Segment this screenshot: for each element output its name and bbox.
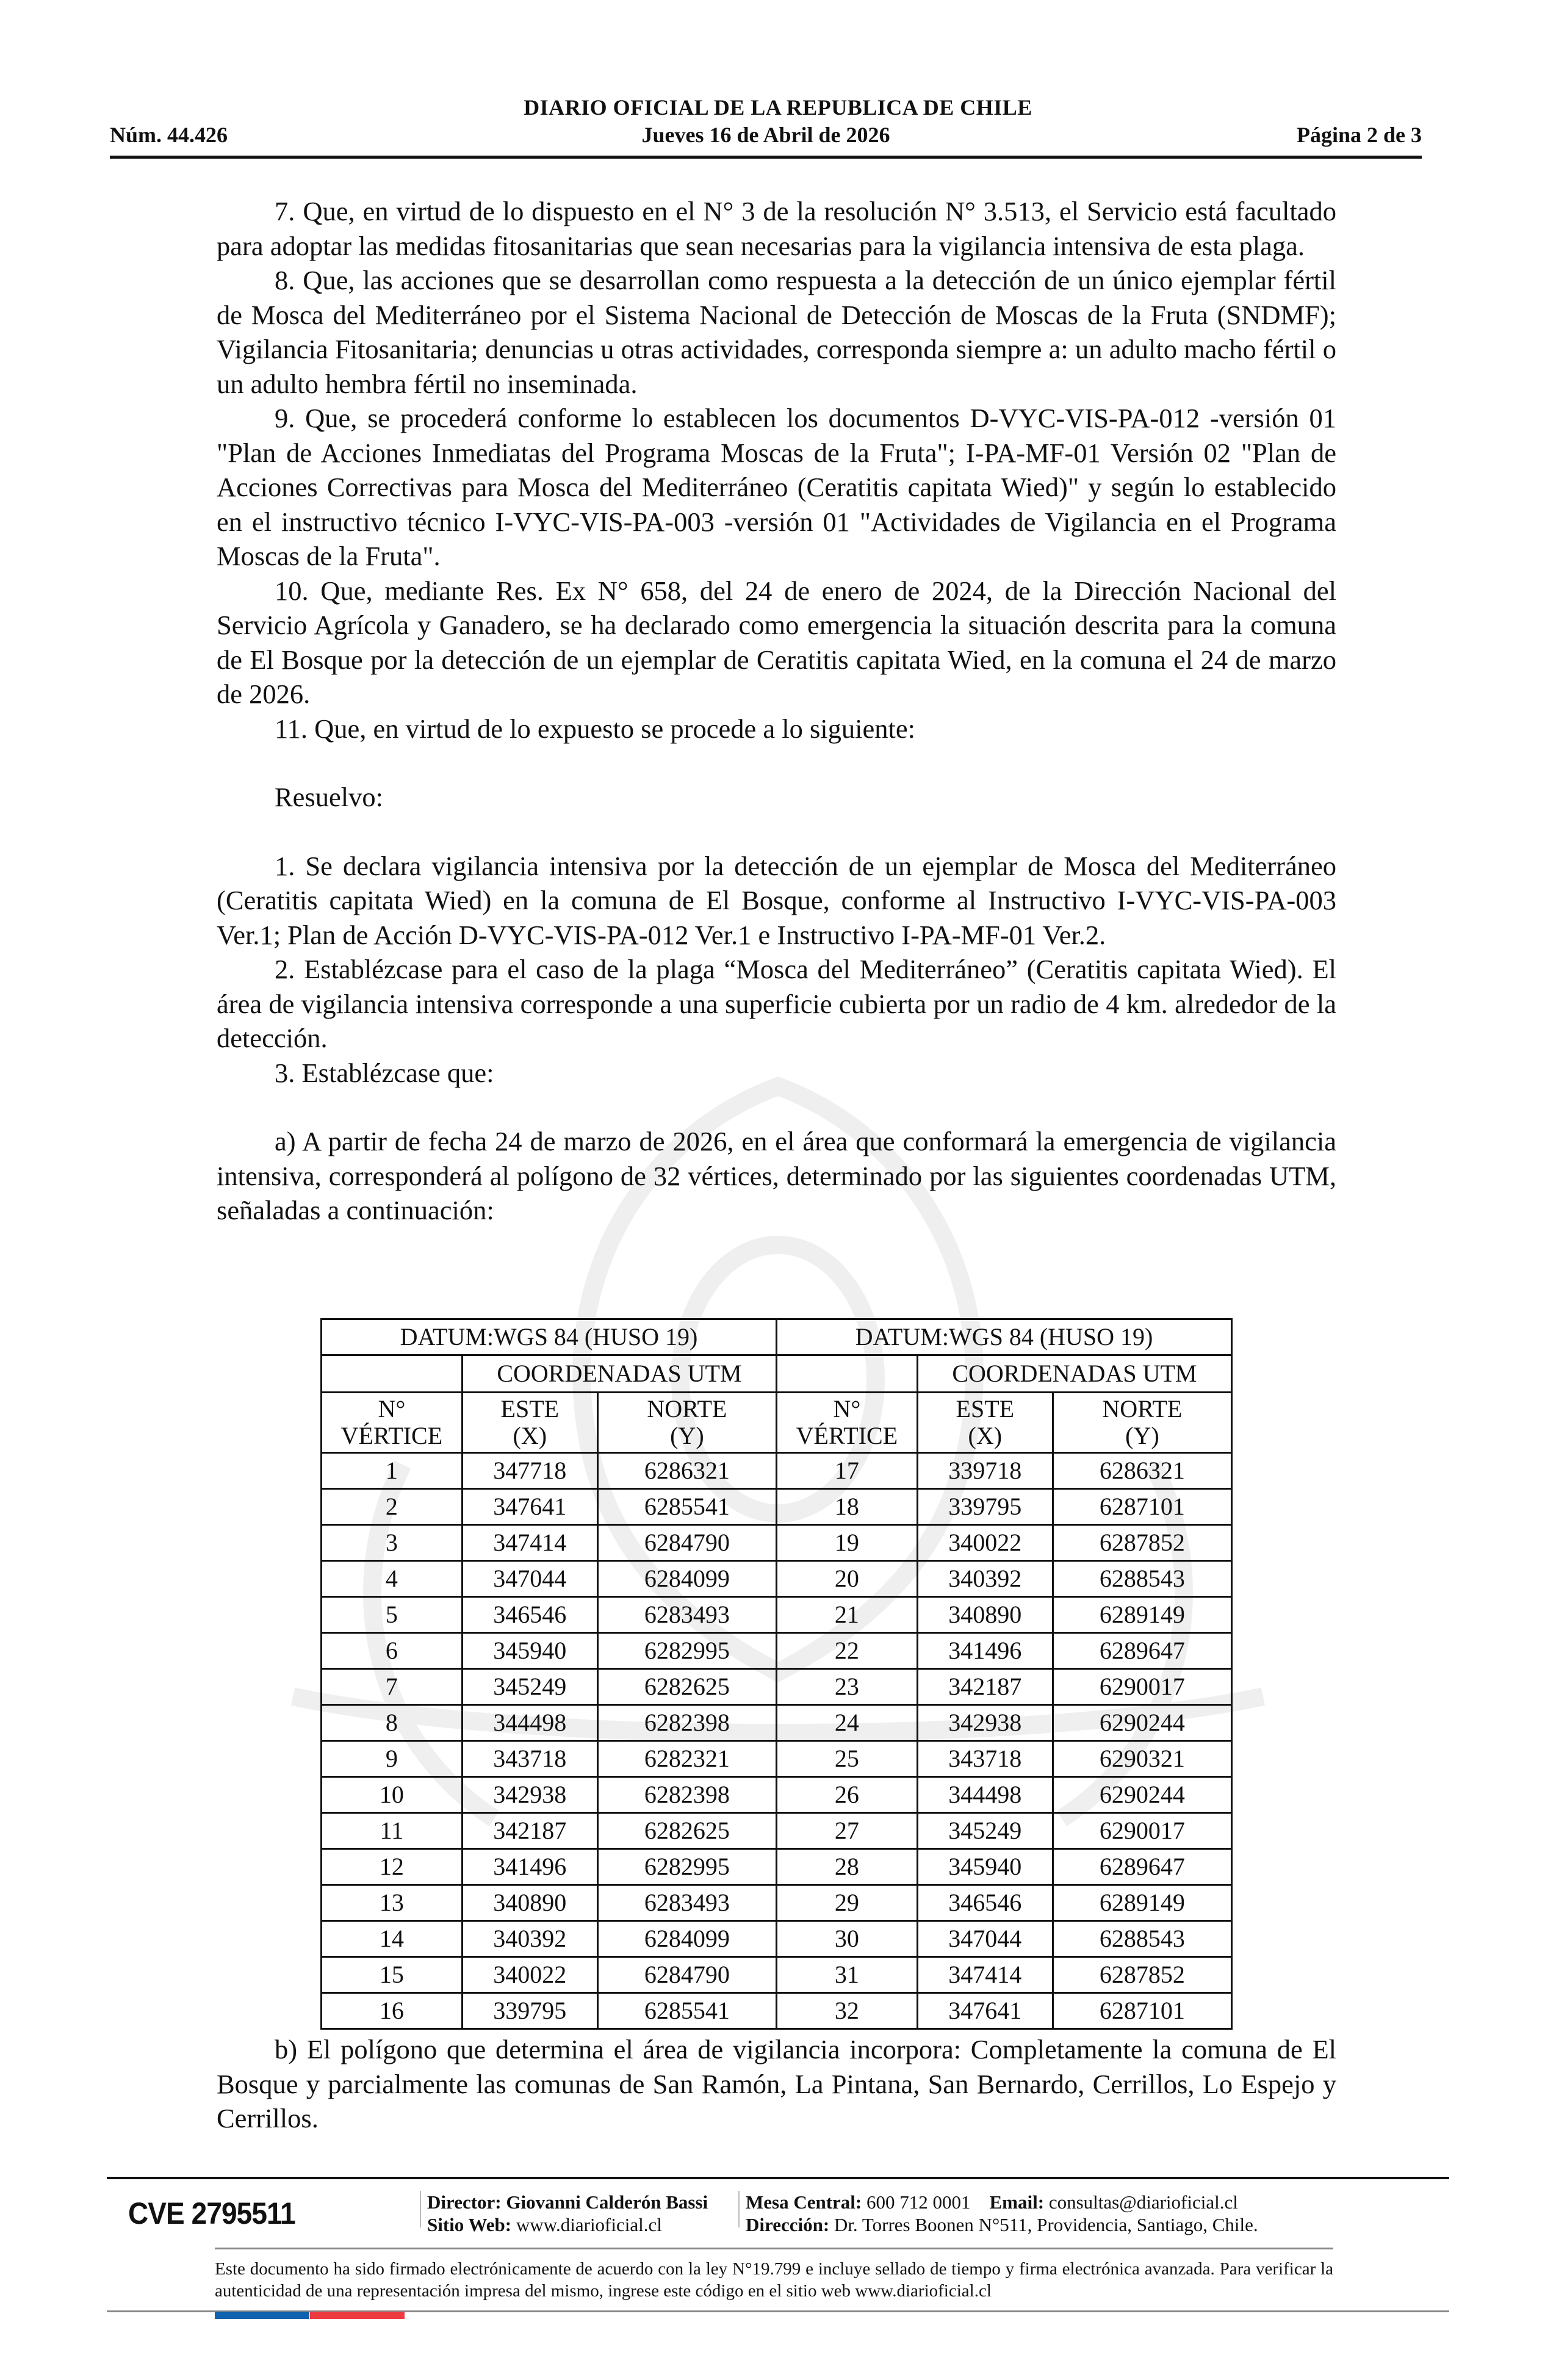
considerando-8: 8. Que, las acciones que se desarrollan como respuesta a la detección de un único ejemplar fértil de Mosca del Mediterráneo por el Sistema Nacional de Detección de Moscas de la Fruta (SNDMF); Vigilancia Fitosanitaria; denuncias u otras actividades, corresponda siempre a: un adulto macho fértil o un adulto hembra fértil no inseminada.	[217, 265, 1336, 399]
table-cell-v2: 17	[776, 1453, 917, 1489]
table-cell-e1: 340392	[462, 1921, 597, 1957]
considerando-9: 9. Que, se procederá conforme lo establecen los documentos D-VYC-VIS-PA-012 -versión 01 "Plan de Acciones Inmediatas del Programa Moscas de la Fruta"; I-PA-MF-01 Versión 02 "Plan de Acciones Correctivas para Mosca del Mediterráneo (Ceratitis capitata Wied)" y según lo establecido en el instructivo técnico I-VYC-VIS-PA-003 -versión 01 "Actividades de Vigilancia en el Programa Moscas de la Fruta".	[217, 403, 1336, 571]
spacer	[217, 815, 1336, 849]
table-row	[322, 1525, 1232, 1561]
footer-separator	[738, 2191, 740, 2227]
datum-left: DATUM:WGS 84 (HUSO 19)	[322, 1319, 777, 1355]
table-cell-n1: 6284099	[597, 1921, 776, 1957]
issue-number: Núm. 44.426	[110, 123, 228, 147]
item-a: a) A partir de fecha 24 de marzo de 2026, en el área que conformará la emergencia de vigilancia intensiva, corresponderá al polígono de 32 vértices, determinado por las siguientes coordenadas UTM, señaladas a continuación:	[217, 1126, 1336, 1225]
table-cell-n1: 6282625	[597, 1813, 776, 1849]
table-datum-row	[322, 1319, 1232, 1355]
col-header-vertex: N° VÉRTICE	[322, 1393, 463, 1453]
issue-date: Jueves 16 de Abril de 2026	[641, 123, 890, 147]
table-cell-v1: 12	[322, 1849, 463, 1885]
table-coords-row	[322, 1355, 1232, 1393]
flag-stripe-blue-icon	[215, 2312, 309, 2319]
table-cell-e1: 347641	[462, 1489, 597, 1525]
table-cell-v2: 25	[776, 1741, 917, 1777]
datum-right: DATUM:WGS 84 (HUSO 19)	[776, 1319, 1231, 1355]
spacer	[217, 746, 1336, 780]
col-header-norte: NORTE (Y)	[597, 1393, 776, 1453]
table-row	[322, 1993, 1232, 2029]
table-column-headers	[322, 1393, 1232, 1453]
table-row	[322, 1489, 1232, 1525]
table-cell-e2: 343718	[917, 1741, 1053, 1777]
table-body	[322, 1453, 1232, 2029]
footer-contact-block	[746, 2191, 1258, 2236]
resolutivo-2: 2. Establézcase para el caso de la plaga “Mosca del Mediterráneo” (Ceratitis capitata Wied). El área de vigilancia intensiva corresponde a una superficie cubierta por un radio de 4 km. alrededor de la detección.	[217, 954, 1336, 1053]
phone-value: 600 712 0001	[866, 2191, 971, 2213]
table-cell-n2: 6289647	[1053, 1633, 1231, 1669]
table-cell-e1: 342187	[462, 1813, 597, 1849]
table-row	[322, 1453, 1232, 1489]
table-cell-e2: 347641	[917, 1993, 1053, 2029]
table-cell-n1: 6284099	[597, 1561, 776, 1597]
considerando-10: 10. Que, mediante Res. Ex N° 658, del 24 de enero de 2024, de la Dirección Nacional del Servicio Agrícola y Ganadero, se ha declarado como emergencia la situación descrita para la comuna de El Bosque por la detección de un ejemplar de Ceratitis capitata Wied, en la comuna el 24 de marzo de 2026.	[217, 575, 1336, 709]
considerando-7: 7. Que, en virtud de lo dispuesto en el N° 3 de la resolución N° 3.513, el Servicio está facultado para adoptar las medidas fitosanitarias que sean necesarias para la vigilancia intensiva de esta plaga.	[217, 196, 1336, 261]
table-cell-v1: 5	[322, 1597, 463, 1633]
coords-label-right: COORDENADAS UTM	[917, 1355, 1231, 1393]
table-cell-n2: 6287852	[1053, 1957, 1231, 1993]
cve-code: CVE 2795511	[128, 2196, 295, 2230]
table-cell-v2: 28	[776, 1849, 917, 1885]
table-cell-e1: 347414	[462, 1525, 597, 1561]
email-link[interactable]: consultas@diarioficial.cl	[1048, 2191, 1238, 2213]
col-header-este: ESTE (X)	[917, 1393, 1053, 1453]
table-row	[322, 1705, 1232, 1741]
col-header-vertex: N° VÉRTICE	[776, 1393, 917, 1453]
table-cell-v2: 29	[776, 1885, 917, 1921]
table-cell-v1: 10	[322, 1777, 463, 1813]
email-label: Email:	[989, 2191, 1045, 2213]
table-cell-v1: 4	[322, 1561, 463, 1597]
table-cell-v1: 14	[322, 1921, 463, 1957]
table-cell-n1: 6284790	[597, 1957, 776, 1993]
address-value: Dr. Torres Boonen N°511, Providencia, Santiago, Chile.	[834, 2214, 1258, 2235]
table-cell-v2: 27	[776, 1813, 917, 1849]
table-cell-e1: 343718	[462, 1741, 597, 1777]
table-cell-e1: 340890	[462, 1885, 597, 1921]
table-cell-n2: 6287852	[1053, 1525, 1231, 1561]
footer-info	[128, 2191, 1349, 2240]
table-cell-n2: 6290244	[1053, 1705, 1231, 1741]
table-row	[322, 1885, 1232, 1921]
footer-director-block	[427, 2191, 708, 2236]
table-cell-v1: 15	[322, 1957, 463, 1993]
table-cell-e1: 347718	[462, 1453, 597, 1489]
table-row	[322, 1597, 1232, 1633]
table-cell-n2: 6289149	[1053, 1885, 1231, 1921]
table-cell-e2: 342938	[917, 1705, 1053, 1741]
table-row	[322, 1741, 1232, 1777]
table-cell-e2: 345249	[917, 1813, 1053, 1849]
phone-label: Mesa Central:	[746, 2191, 862, 2213]
table-cell-n2: 6290244	[1053, 1777, 1231, 1813]
table-cell-e2: 339795	[917, 1489, 1053, 1525]
publication-title: DIARIO OFICIAL DE LA REPUBLICA DE CHILE	[524, 95, 1032, 120]
table-cell-n2: 6287101	[1053, 1489, 1231, 1525]
table-cell-e1: 345940	[462, 1633, 597, 1669]
director-name: Giovanni Calderón Bassi	[506, 2191, 708, 2213]
table-cell-v1: 9	[322, 1741, 463, 1777]
table-cell-n1: 6282995	[597, 1849, 776, 1885]
table-cell-n2: 6288543	[1053, 1921, 1231, 1957]
table-row	[322, 1669, 1232, 1705]
table-cell-v1: 1	[322, 1453, 463, 1489]
table-cell-v2: 31	[776, 1957, 917, 1993]
table-cell-v2: 24	[776, 1705, 917, 1741]
table-cell-v2: 21	[776, 1597, 917, 1633]
table-cell-v1: 7	[322, 1669, 463, 1705]
table-cell-e2: 347044	[917, 1921, 1053, 1957]
table-cell-e1: 340022	[462, 1957, 597, 1993]
item-b: b) El polígono que determina el área de vigilancia incorpora: Completamente la comuna de El Bosque y parcialmente las comunas de San Ramón, La Pintana, San Bernardo, Cerrillos, Lo Espejo y Cerrillos.	[217, 2034, 1336, 2133]
header-row	[110, 122, 1422, 150]
col-header-norte: NORTE (Y)	[1053, 1393, 1231, 1453]
table-cell-n2: 6287101	[1053, 1993, 1231, 2029]
table-cell-e2: 347414	[917, 1957, 1053, 1993]
table-cell-n1: 6285541	[597, 1489, 776, 1525]
document-body-continued	[217, 2032, 1336, 2136]
director-label: Director:	[427, 2191, 502, 2213]
table-row	[322, 1777, 1232, 1813]
table-cell-n2: 6290017	[1053, 1669, 1231, 1705]
table-row	[322, 1813, 1232, 1849]
table-cell-e1: 347044	[462, 1561, 597, 1597]
table-cell-e2: 341496	[917, 1633, 1053, 1669]
table-cell-e2: 346546	[917, 1885, 1053, 1921]
document-body	[217, 194, 1336, 1228]
table-cell-e1: 341496	[462, 1849, 597, 1885]
spacer	[217, 1090, 1336, 1124]
table-cell-e1: 339795	[462, 1993, 597, 2029]
footer-separator	[420, 2191, 421, 2227]
empty-cell	[776, 1355, 917, 1393]
table-cell-v2: 23	[776, 1669, 917, 1705]
table-cell-v2: 18	[776, 1489, 917, 1525]
table-cell-e1: 344498	[462, 1705, 597, 1741]
table-cell-e1: 346546	[462, 1597, 597, 1633]
header-divider	[110, 156, 1422, 159]
table-cell-n2: 6290017	[1053, 1813, 1231, 1849]
signature-disclaimer: Este documento ha sido firmado electrónicamente de acuerdo con la ley N°19.799 e incluye sellado de tiempo y firma electrónica avanzada. Para verificar la autenticidad de una representación impresa del mismo, ingrese este código en el sitio web www.diarioficial.cl	[215, 2259, 1333, 2301]
table-cell-e2: 340890	[917, 1597, 1053, 1633]
table-cell-v1: 16	[322, 1993, 463, 2029]
table-cell-e2: 342187	[917, 1669, 1053, 1705]
table-cell-v1: 8	[322, 1705, 463, 1741]
table-row	[322, 1633, 1232, 1669]
table-cell-v2: 22	[776, 1633, 917, 1669]
table-cell-e1: 342938	[462, 1777, 597, 1813]
website-link[interactable]: www.diarioficial.cl	[516, 2214, 662, 2235]
table-cell-e2: 340022	[917, 1525, 1053, 1561]
table-cell-e1: 345249	[462, 1669, 597, 1705]
table-row	[322, 1957, 1232, 1993]
table-cell-n1: 6282321	[597, 1741, 776, 1777]
website-label: Sitio Web:	[427, 2214, 512, 2235]
table-cell-n2: 6288543	[1053, 1561, 1231, 1597]
table-cell-n1: 6286321	[597, 1453, 776, 1489]
table-cell-v1: 6	[322, 1633, 463, 1669]
table-cell-v2: 26	[776, 1777, 917, 1813]
resuelvo-heading: Resuelvo:	[275, 782, 383, 812]
table-cell-v1: 3	[322, 1525, 463, 1561]
table-cell-n2: 6289647	[1053, 1849, 1231, 1885]
table-cell-n2: 6290321	[1053, 1741, 1231, 1777]
utm-coordinates-table	[320, 1318, 1233, 2030]
table-cell-v1: 2	[322, 1489, 463, 1525]
table-cell-e2: 340392	[917, 1561, 1053, 1597]
table-row	[322, 1849, 1232, 1885]
footer-divider	[107, 2177, 1449, 2179]
table-row	[322, 1561, 1232, 1597]
table-cell-v1: 13	[322, 1885, 463, 1921]
address-label: Dirección:	[746, 2214, 830, 2235]
table-cell-n1: 6282398	[597, 1705, 776, 1741]
table-cell-n1: 6282995	[597, 1633, 776, 1669]
table-cell-n2: 6286321	[1053, 1453, 1231, 1489]
flag-stripe-red-icon	[310, 2312, 405, 2319]
table-cell-v2: 19	[776, 1525, 917, 1561]
empty-cell	[322, 1355, 463, 1393]
table-cell-v2: 30	[776, 1921, 917, 1957]
table-cell-e2: 345940	[917, 1849, 1053, 1885]
table-cell-e2: 339718	[917, 1453, 1053, 1489]
table-cell-v1: 11	[322, 1813, 463, 1849]
table-row	[322, 1921, 1232, 1957]
table-cell-n1: 6284790	[597, 1525, 776, 1561]
footer-divider-inner	[215, 2248, 1333, 2249]
coords-label-left: COORDENADAS UTM	[462, 1355, 776, 1393]
table-cell-n1: 6283493	[597, 1597, 776, 1633]
table-cell-n1: 6285541	[597, 1993, 776, 2029]
table-cell-n1: 6282398	[597, 1777, 776, 1813]
table-cell-n1: 6283493	[597, 1885, 776, 1921]
table-cell-n1: 6282625	[597, 1669, 776, 1705]
table-cell-v2: 20	[776, 1561, 917, 1597]
page-indicator: Página 2 de 3	[1296, 123, 1422, 147]
table-cell-e2: 344498	[917, 1777, 1053, 1813]
col-header-este: ESTE (X)	[462, 1393, 597, 1453]
resolutivo-1: 1. Se declara vigilancia intensiva por la detección de un ejemplar de Mosca del Mediterráneo (Ceratitis capitata Wied) en la comuna de El Bosque, conforme al Instructivo I-VYC-VIS-PA-003 Ver.1; Plan de Acción D-VYC-VIS-PA-012 Ver.1 e Instructivo I-PA-MF-01 Ver.2.	[217, 850, 1336, 950]
table-cell-v2: 32	[776, 1993, 917, 2029]
considerando-11: 11. Que, en virtud de lo expuesto se procede a lo siguiente:	[275, 713, 915, 744]
resolutivo-3: 3. Establézcase que:	[275, 1057, 494, 1088]
table-cell-n2: 6289149	[1053, 1597, 1231, 1633]
